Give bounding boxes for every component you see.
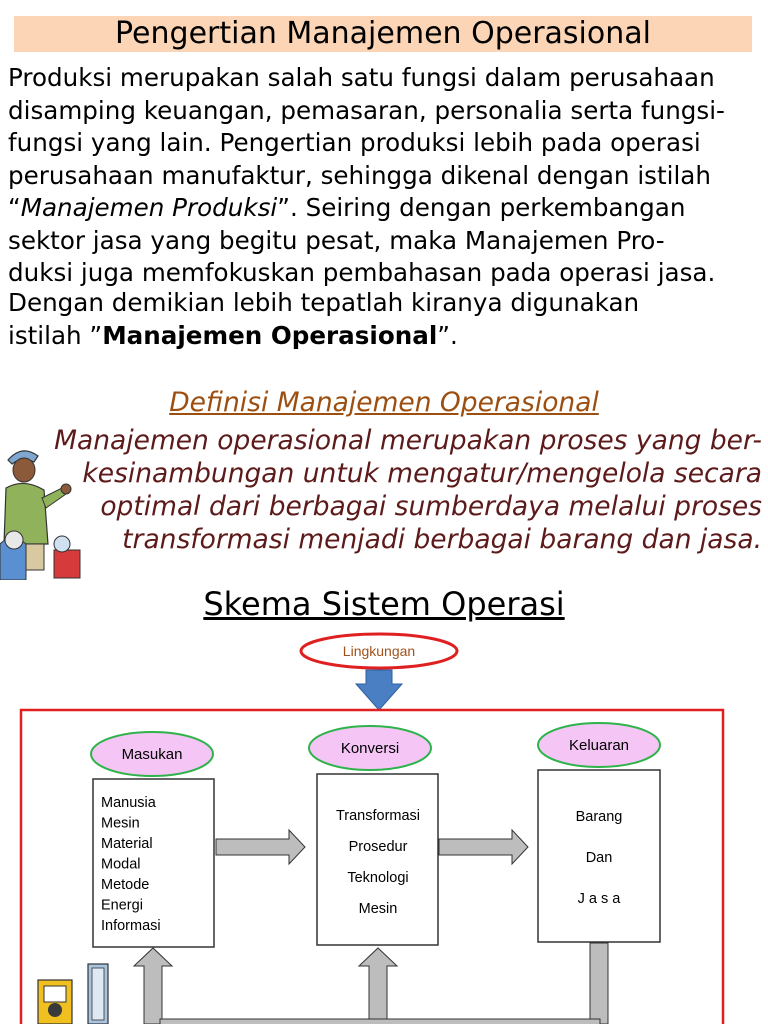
conclusion-line: Dengan demikian lebih tepatlah kiranya digunakan [8, 288, 640, 317]
definition-line: kesinambungan untuk mengatur/mengelola secara [82, 458, 762, 489]
intro-line: duksi juga memfokuskan pembahasan pada operasi jasa. [8, 258, 716, 287]
input-item: Material [101, 836, 153, 852]
term-manajemen-produksi: Manajemen Produksi [20, 193, 278, 222]
conversion-item: Prosedur [348, 839, 408, 855]
feedback-line [160, 1019, 600, 1024]
input-item: Metode [101, 877, 150, 893]
input-item: Energi [101, 897, 143, 914]
open-quote: “ [8, 193, 21, 222]
page-title: Pengertian Manajemen Operasional [115, 16, 651, 51]
input-item: Manusia [101, 795, 156, 811]
feedback-arrow-input [134, 948, 172, 1024]
definition-heading: Definisi Manajemen Operasional [169, 387, 599, 418]
conversion-item: Mesin [358, 901, 398, 917]
flow-arrow-conversion-to-output [439, 830, 528, 864]
intro-line: Produksi merupakan salah satu fungsi dalam perusahaan [8, 63, 715, 92]
conclusion-post: ”. [437, 320, 458, 350]
conversion-label: Konversi [340, 740, 400, 757]
conclusion-line [8, 320, 760, 353]
intro-paragraph [8, 62, 760, 290]
input-label: Masukan [121, 746, 183, 763]
environment-label: Lingkungan [342, 643, 416, 659]
intro-line: sektor jasa yang begitu pesat, maka Manajemen Pro- [8, 225, 665, 255]
conversion-box [317, 774, 438, 945]
output-item: Barang [575, 809, 623, 825]
scheme-title: Skema Sistem Operasi [203, 585, 565, 623]
feedback-bar-output [590, 943, 608, 1024]
flow-arrow-input-to-conversion [216, 830, 305, 864]
intro-line: perusahaan manufaktur, sehingga dikenal dengan istilah [8, 160, 711, 190]
output-label: Keluaran [568, 737, 630, 754]
blue-down-arrow [356, 670, 402, 710]
intro-line [8, 192, 760, 225]
term-manajemen-operasional: Manajemen Operasional [102, 320, 438, 350]
input-item: Mesin [101, 815, 140, 832]
operations-system-diagram [0, 630, 768, 1024]
intro-line: disamping keuangan, pemasaran, personalia serta fungsi- [8, 95, 725, 125]
definition-line: optimal dari berbagai sumberdaya melalui proses [100, 491, 762, 522]
intro-line: fungsi yang lain. Pengertian produksi lebih pada operasi [8, 128, 701, 157]
definition-line: transformasi menjadi berbagai barang dan jasa. [122, 524, 762, 555]
output-item: Dan [585, 850, 613, 866]
output-item: J a s a [577, 891, 621, 907]
worker-clipart-image [0, 440, 86, 580]
input-item: Informasi [101, 918, 161, 934]
conclusion-paragraph [8, 287, 760, 352]
conclusion-pre: istilah ” [8, 320, 103, 350]
conversion-item: Transformasi [335, 808, 421, 824]
input-item: Modal [101, 856, 141, 873]
feedback-arrow-conversion [359, 948, 397, 1024]
definition-line: Manajemen operasional merupakan proses yang ber- [54, 425, 762, 456]
intro-line-rest: ”. Seiring dengan perkembangan [277, 193, 686, 222]
conversion-item: Teknologi [347, 870, 409, 886]
machinery-clipart-image [34, 960, 114, 1024]
definition-body [0, 424, 762, 556]
